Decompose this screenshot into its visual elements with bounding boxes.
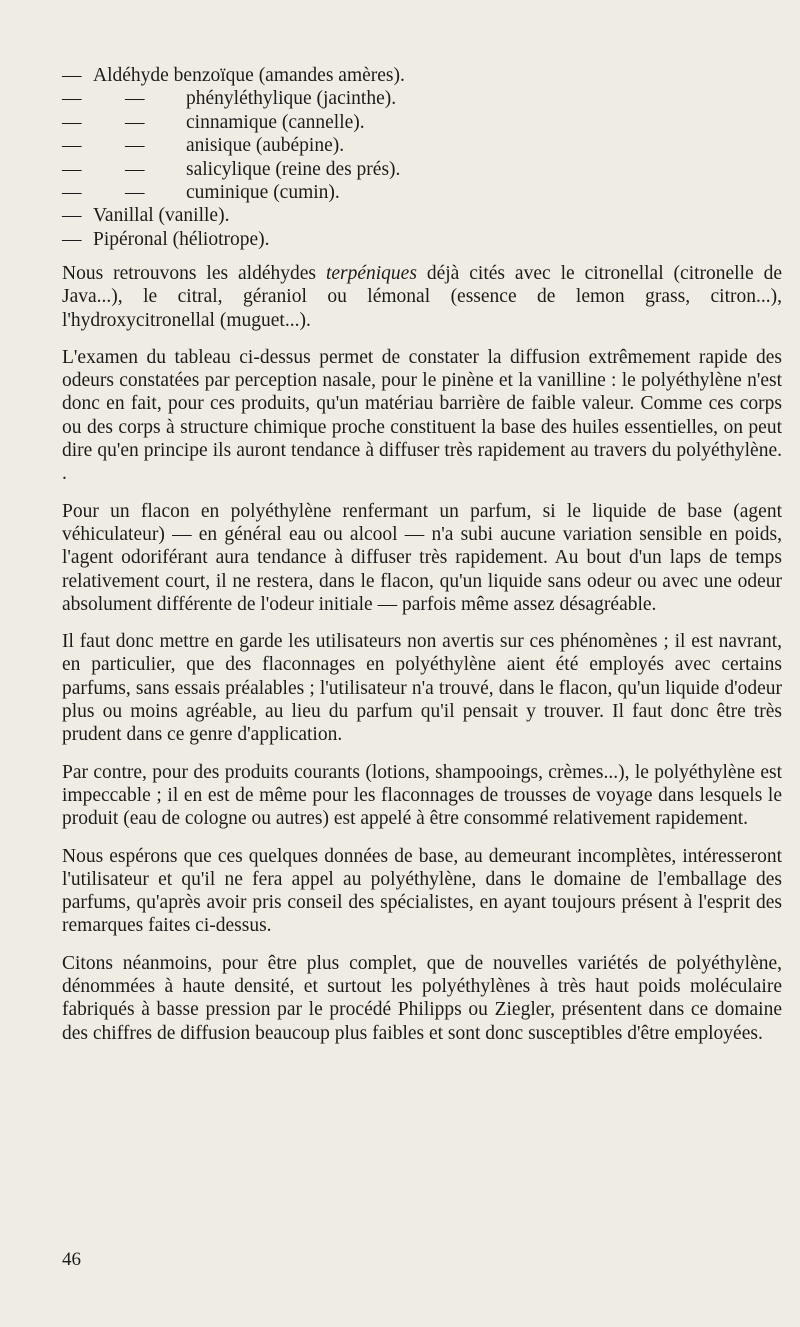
ditto-dash: — [125, 111, 145, 133]
list-item-text: phényléthylique (jacinthe). [186, 88, 397, 110]
dash: — [62, 181, 82, 203]
paragraph-text: Nous retrouvons les aldéhydes [62, 263, 326, 284]
dash: — [62, 158, 82, 180]
paragraph: Par contre, pour des produits courants (lotions, shampooings, crèmes...), le polyéthylène est impeccable ; il en est de même pour les flaconnages de trousses de voyage dans lesquels le produit (eau de cologne ou autres) est appelé à être consommé relativement rapidement. [62, 761, 782, 830]
body-text [62, 262, 782, 1059]
list-item-text: cinnamique (cannelle). [186, 111, 365, 133]
paragraph: L'examen du tableau ci-dessus permet de constater la diffusion extrêmement rapide des odeurs constatées par perception nasale, pour le pinène et la vanilline : le polyéthylène n'est donc en fait, pour ces produits, qu'un matériau barrière de faible valeur. Comme ces corps ou des corps à structure chimique proche constituent la base des huiles essentielles, on peut dire qu'en principe ils auront tendance à diffuser très rapidement au travers du polyéthylène. . [62, 346, 782, 485]
ditto-dash: — [125, 181, 145, 203]
ditto-dash: — [125, 88, 145, 110]
dash: — [62, 111, 82, 133]
paragraph: Pour un flacon en polyéthylène renfermant un parfum, si le liquide de base (agent véhiculateur) — en général eau ou alcool — n'a subi aucune variation sensible en poids, l'agent odoriférant aura tendance à diffuser très rapidement. Au bout d'un laps de temps relativement court, il ne restera, dans le flacon, qu'un liquide sans odeur ou avec une odeur absolument différente de l'odeur initiale — parfois même assez désagréable. [62, 500, 782, 615]
paragraph-text: déjà cités avec le citronellal (citronelle de Java...), le citral, géraniol ou lémonal (essence de lemon grass, citron...), l'hydroxycitronellal (muguet...). [62, 263, 783, 331]
paragraph: Nous espérons que ces quelques données de base, au demeurant incomplètes, intéresseront l'utilisateur et qu'il ne fera appel au polyéthylène, dans le domaine de l'emballage des parfums, qu'après avoir pris conseil des spécialistes, en ayant toujours présent à l'esprit des remarques faites ci-dessus. [62, 845, 782, 937]
list-item-text: salicylique (reine des prés). [186, 158, 401, 180]
italic-term: terpéniques [325, 263, 417, 284]
dash: — [62, 228, 82, 250]
dash: — [62, 205, 82, 227]
paragraph: Citons néanmoins, pour être plus complet, que de nouvelles variétés de polyéthylène, dénommées à haute densité, et surtout les polyéthylènes à très haut poids moléculaire fabriqués à basse pression par le procédé Philipps ou Ziegler, présentent dans ce domaine des chiffres de diffusion beaucoup plus faibles et sont donc susceptibles d'être employées. [62, 952, 782, 1044]
ditto-dash: — [125, 135, 145, 157]
dash: — [62, 65, 82, 86]
paragraph: Il faut donc mettre en garde les utilisateurs non avertis sur ces phénomènes ; il est navrant, en particulier, que des flaconnages en polyéthylène aient été employés avec certains parfums, sans essais préalables ; l'utilisateur n'a trouvé, dans le flacon, qu'un liquide d'odeur plus ou moins agréable, au lieu du parfum qu'il pensait y trouver. Il faut donc être très prudent dans ce genre d'application. [62, 631, 782, 746]
list-item-text: cuminique (cumin). [186, 181, 340, 203]
page-number: 46 [62, 1249, 81, 1270]
list-item-text: Pipéronal (héliotrope). [93, 228, 270, 250]
dash: — [62, 135, 82, 157]
list-item-text: anisique (aubépine). [186, 135, 345, 157]
ditto-dash: — [125, 158, 145, 180]
dash: — [62, 88, 82, 110]
list-item-text: Vanillal (vanille). [93, 205, 230, 227]
paragraph [62, 262, 782, 332]
list-item-text: Aldéhyde benzoïque (amandes amères). [93, 65, 405, 86]
